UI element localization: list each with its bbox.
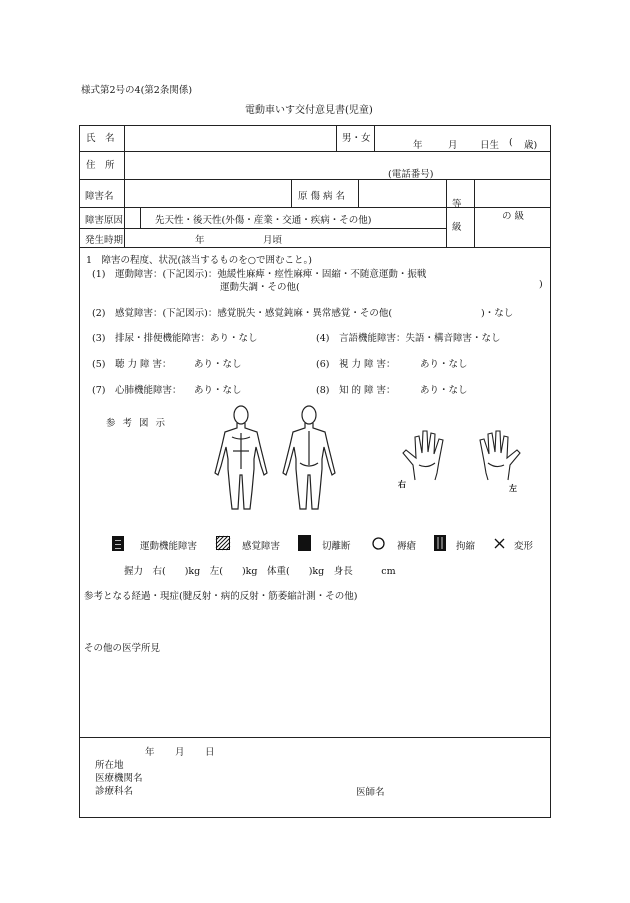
amputation-legend-swatch <box>298 535 311 551</box>
item2-sensory[interactable]: (2) 感覚障害：(下記図示)：感覚脱失・感覚鈍麻・異常感覚・その他( <box>92 308 393 319</box>
section1-heading: 1 障害の程度、状況(該当するものを○で囲むこと。) <box>86 255 312 266</box>
sensory-legend-label: 感覚障害 <box>242 541 281 552</box>
body-front-figure[interactable] <box>210 403 272 513</box>
footer-year: 年 <box>145 747 155 758</box>
address-field[interactable] <box>127 153 547 177</box>
item6-vision-label: (6) 視 力 障 害： <box>316 359 396 370</box>
motor-legend-label: 運動機能障害 <box>140 541 198 552</box>
phone-label: (電話番号) <box>388 169 434 180</box>
item7-cardio-label: (7) 心肺機能障害： <box>92 385 182 396</box>
onset-year: 年 <box>195 235 205 246</box>
right-label: 右 <box>398 479 406 489</box>
left-label: 左 <box>509 483 517 493</box>
deformity-legend-swatch <box>494 538 505 549</box>
item6-vision-value[interactable]: あり・なし <box>420 359 468 370</box>
address-label: 住 所 <box>86 160 115 171</box>
sex-option[interactable]: 男・女 <box>342 133 371 144</box>
item5-hearing-label: (5) 聴 力 障 害： <box>92 359 172 370</box>
page-title: 電動車いす交付意見書(児童) <box>245 105 373 116</box>
disability-name-field[interactable] <box>127 181 287 205</box>
sensory-legend-swatch <box>216 536 230 550</box>
age-open: ( <box>509 137 513 148</box>
item1-motor-line2[interactable]: 運動失調・その他( <box>220 282 300 293</box>
item1-motor[interactable]: (1) 運動障害：(下記図示)：弛緩性麻痺・痙性麻痺・固縮・不随意運動・振戦 <box>92 269 427 280</box>
onset-label: 発生時期 <box>85 235 124 246</box>
grade-value[interactable]: の 級 <box>502 211 525 222</box>
cause-options[interactable]: 先天性・後天性(外傷・産業・交通・疾病・その他) <box>155 215 372 226</box>
disease-label: 原傷病名 <box>298 191 349 202</box>
item2-close[interactable]: )・なし <box>481 308 514 319</box>
birth-year-label: 年 <box>413 140 423 151</box>
form-number: 様式第2号の4(第2条関係) <box>81 85 193 96</box>
item8-intellect-label: (8) 知 的 障 害： <box>316 385 396 396</box>
department-label: 診療科名 <box>95 786 134 797</box>
body-back-figure[interactable] <box>278 403 340 513</box>
disease-field[interactable] <box>361 181 441 205</box>
footer-day: 日 <box>205 747 215 758</box>
disability-name-label: 障害名 <box>85 191 114 202</box>
birth-day-label: 日生 <box>480 140 500 151</box>
item4-speech[interactable]: (4) 言語機能障害：失語・構音障害・なし <box>316 333 501 344</box>
item5-hearing-value[interactable]: あり・なし <box>194 359 242 370</box>
item8-intellect-value[interactable]: あり・なし <box>420 385 468 396</box>
item7-cardio-value[interactable]: あり・なし <box>194 385 242 396</box>
right-hand-figure[interactable] <box>397 425 457 485</box>
name-label: 氏 名 <box>86 133 115 144</box>
birth-month-label: 月 <box>448 140 458 151</box>
left-hand-figure[interactable] <box>466 425 526 485</box>
amputation-legend-label: 切離断 <box>322 541 351 552</box>
grade-label-2: 級 <box>452 222 462 233</box>
cause-label: 障害原因 <box>85 215 124 226</box>
item3-excretion[interactable]: (3) 排尿・排便機能障害：あり・なし <box>92 333 258 344</box>
age-label: 歳) <box>524 140 538 151</box>
motor-legend-swatch <box>112 536 124 551</box>
ulcer-legend-swatch <box>372 537 385 550</box>
onset-month: 月頃 <box>263 235 283 246</box>
institution-label: 医療機関名 <box>95 773 143 784</box>
course-field[interactable] <box>84 600 546 636</box>
doctor-label: 医師名 <box>356 787 385 798</box>
footer-month: 月 <box>175 747 185 758</box>
ulcer-legend-label: 褥瘡 <box>397 541 417 552</box>
item1-close: ) <box>539 279 543 290</box>
contracture-legend-swatch <box>434 535 446 551</box>
grade-label-1: 等 <box>452 199 462 210</box>
contracture-legend-label: 拘縮 <box>456 541 476 552</box>
name-field[interactable] <box>127 127 335 147</box>
location-label: 所在地 <box>95 760 124 771</box>
course-label: 参考となる経過・現症(腱反射・病的反射・筋萎縮計測・その他) <box>84 591 358 602</box>
measurements-row[interactable]: 握力 右( )kg 左( )kg 体重( )kg 身長 cm <box>124 566 396 577</box>
deformity-legend-label: 変形 <box>514 541 534 552</box>
other-findings-field[interactable] <box>84 654 546 734</box>
other-findings-label: その他の医学所見 <box>84 643 161 654</box>
figure-label: 参考図示 <box>106 418 173 429</box>
